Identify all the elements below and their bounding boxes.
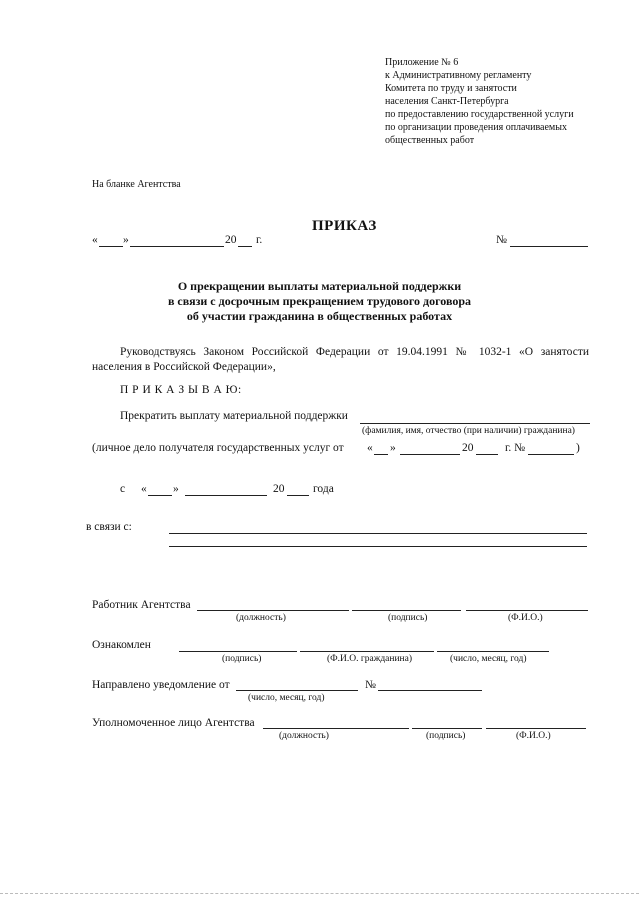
pf-month-blank [400, 454, 460, 455]
citizen-name-caption: (фамилия, имя, отчество (при наличии) гражданина) [362, 426, 575, 436]
since-month-blank [185, 495, 267, 496]
acquainted-signature-caption: (подпись) [222, 654, 262, 664]
appendix-line: Комитета по труду и занятости [385, 83, 517, 94]
order-subject [0, 279, 639, 324]
employee-position-caption: (должность) [236, 613, 286, 623]
since-day-blank [148, 495, 172, 496]
paragraph-line: Руководствуясь Законом Российской Федерации от 19.04.1991 № 1032-1 «О занятости [120, 346, 589, 358]
authorized-signature-caption: (подпись) [426, 731, 466, 741]
acquainted-signature-blank [179, 651, 297, 652]
employee-label: Работник Агентства [92, 599, 191, 611]
notice-date-blank [236, 690, 358, 691]
document-title: ПРИКАЗ [312, 218, 377, 234]
appendix-line: по предоставлению государственной услуги [385, 109, 574, 120]
notice-date-caption: (число, месяц, год) [248, 693, 325, 703]
appendix-line: общественных работ [385, 135, 475, 146]
year-suffix: г. [256, 234, 263, 246]
employee-position-blank [197, 610, 349, 611]
since-prefix: с [120, 483, 126, 495]
letterhead-note: На бланке Агентства [92, 179, 181, 190]
since-close-quote: » [173, 483, 179, 495]
reason-label: в связи с: [86, 521, 132, 533]
year-blank [238, 246, 252, 247]
appendix-line: по организации проведения оплачиваемых [385, 122, 567, 133]
personal-file-text: (личное дело получателя государственных услуг от [92, 442, 344, 454]
reason-blank-1 [169, 533, 587, 534]
pf-day-blank [374, 454, 388, 455]
date-close-quote: » [123, 234, 129, 246]
subject-line: в связи с досрочным прекращением трудового договора [167, 294, 472, 308]
order-word: П Р И К А З Ы В А Ю: [120, 384, 242, 396]
employee-signature-caption: (подпись) [388, 613, 428, 623]
pf-number-label: г. № [505, 442, 526, 454]
since-year-blank [287, 495, 309, 496]
since-open-quote: « [141, 483, 147, 495]
appendix-line: к Административному регламенту [385, 70, 532, 81]
acquainted-name-caption: (Ф.И.О. гражданина) [327, 654, 412, 664]
subject-line: об участии гражданина в общественных работах [186, 309, 453, 323]
authorized-position-blank [263, 728, 409, 729]
appendix-line: Приложение № 6 [385, 57, 459, 68]
authorized-name-blank [486, 728, 586, 729]
notice-label: Направлено уведомление от [92, 679, 230, 691]
reason-blank-2 [169, 546, 587, 547]
pf-number-blank [528, 454, 574, 455]
legal-basis-paragraph [92, 345, 589, 375]
paragraph-line: населения в Российской Федерации», [92, 361, 276, 373]
citizen-name-blank [360, 423, 590, 424]
since-year-suffix: года [313, 483, 334, 495]
acquainted-name-blank [300, 651, 434, 652]
date-open-quote: « [92, 234, 98, 246]
acquainted-label: Ознакомлен [92, 639, 151, 651]
pf-year-blank [476, 454, 498, 455]
authorized-signature-blank [412, 728, 482, 729]
month-blank [130, 246, 224, 247]
authorized-label: Уполномоченное лицо Агентства [92, 717, 255, 729]
stop-payment-text: Прекратить выплату материальной поддержки [120, 410, 348, 422]
notice-number-label: № [365, 679, 376, 691]
pf-year-prefix: 20 [462, 442, 474, 454]
authorized-position-caption: (должность) [279, 731, 329, 741]
subject-line: О прекращении выплаты материальной поддержки [177, 279, 462, 293]
pf-close-paren: ) [576, 442, 580, 454]
notice-number-blank [378, 690, 482, 691]
appendix-line: населения Санкт-Петербурга [385, 96, 509, 107]
employee-signature-blank [352, 610, 461, 611]
appendix-block [385, 56, 574, 147]
order-number-label: № [496, 234, 507, 246]
since-year-prefix: 20 [273, 483, 285, 495]
scan-edge-line [0, 893, 639, 894]
order-number-blank [510, 246, 588, 247]
acquainted-date-blank [437, 651, 549, 652]
authorized-name-caption: (Ф.И.О.) [516, 731, 551, 741]
year-prefix: 20 [225, 234, 237, 246]
pf-open-quote: « [367, 442, 373, 454]
day-blank [99, 246, 123, 247]
employee-name-blank [466, 610, 588, 611]
acquainted-date-caption: (число, месяц, год) [450, 654, 527, 664]
pf-close-quote: » [390, 442, 396, 454]
employee-name-caption: (Ф.И.О.) [508, 613, 543, 623]
